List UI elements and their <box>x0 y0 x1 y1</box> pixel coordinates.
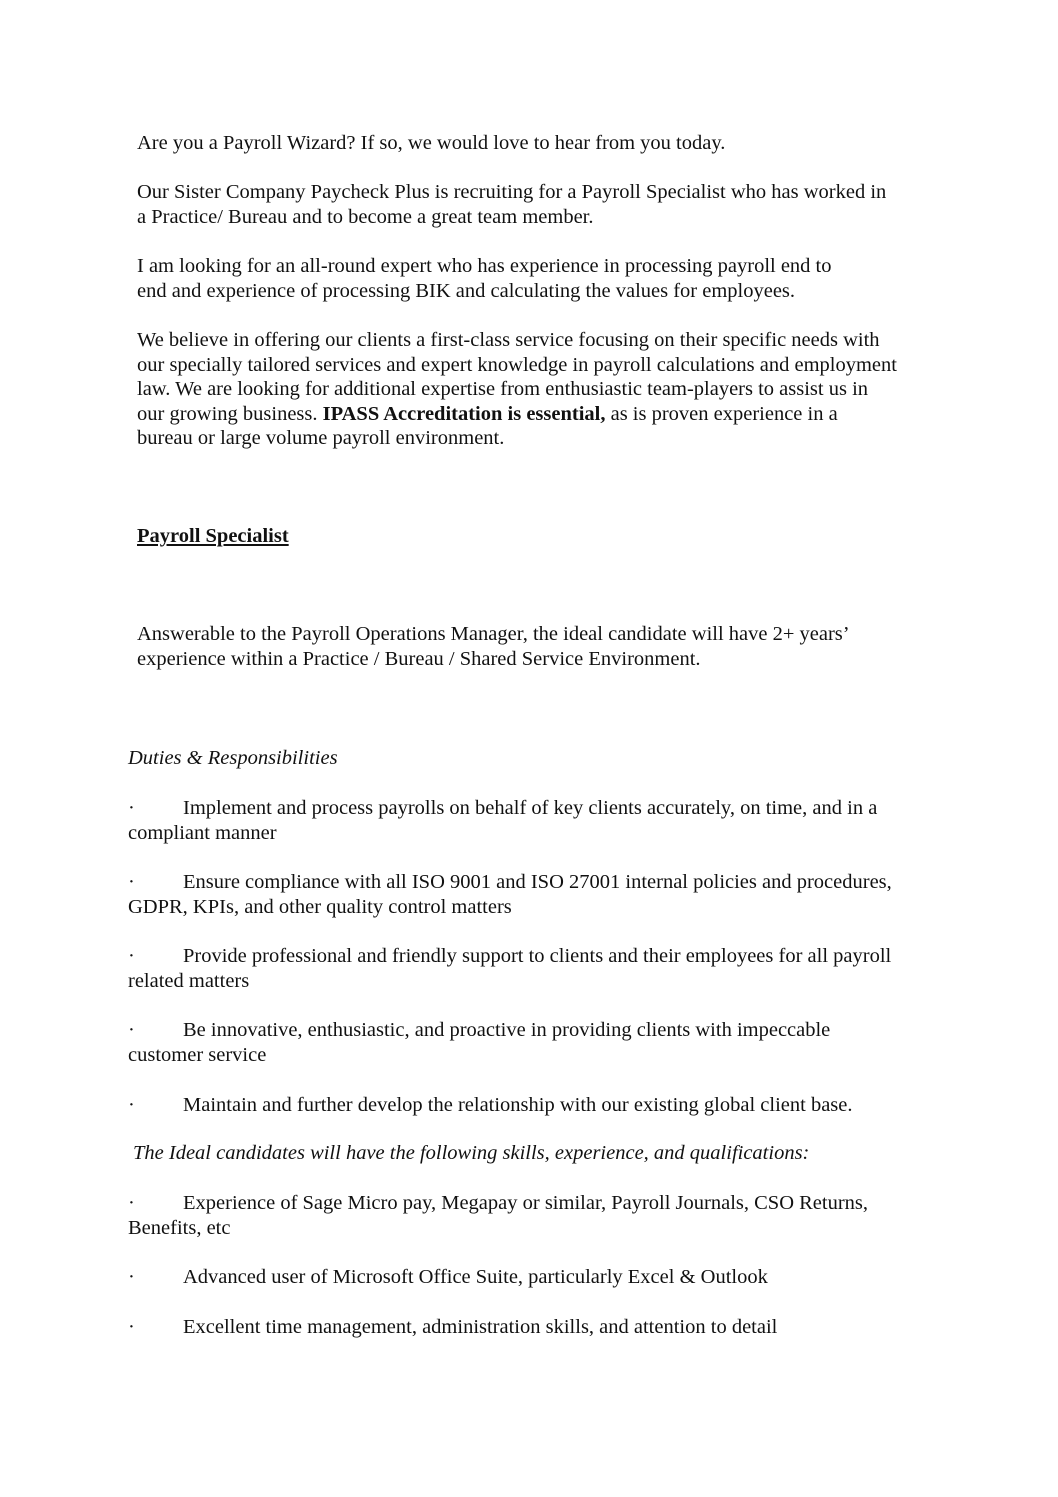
text-line: a Practice/ Bureau and to become a great team member. <box>137 205 594 228</box>
intro-paragraph-4 <box>137 328 897 451</box>
text-line: Answerable to the Payroll Operations Manager, the ideal candidate will have 2+ years’ <box>137 623 850 645</box>
text-line: I am looking for an all-round expert who has experience in processing payroll end to <box>137 255 832 277</box>
list-item-text: Provide professional and friendly support to clients and their employees for all payroll <box>183 945 892 967</box>
text-run: our growing business. <box>137 402 323 425</box>
list-item-text: Excellent time management, administration skills, and attention to detail <box>183 1316 778 1338</box>
list-item-text-cont: compliant manner <box>128 821 277 844</box>
bullet-icon: · <box>128 945 135 967</box>
text-line: end and experience of processing BIK and calculating the values for employees. <box>137 279 796 302</box>
accreditation-emphasis: IPASS Accreditation is essential, <box>322 402 606 425</box>
text-line: bureau or large volume payroll environment. <box>137 427 505 449</box>
role-title: Payroll Specialist <box>137 525 289 547</box>
text-run: as is proven experience in a <box>605 402 838 425</box>
text-line: law. We are looking for additional expertise from enthusiastic team-players to assist us in <box>137 378 869 400</box>
list-item-text-cont: related matters <box>128 969 250 992</box>
bullet-icon: · <box>128 797 135 819</box>
list-item-text: Maintain and further develop the relationship with our existing global client base. <box>183 1094 853 1116</box>
intro-paragraph-1 <box>137 131 725 156</box>
text-line: We believe in offering our clients a first-class service focusing on their specific needs with <box>137 329 880 351</box>
bullet-icon: · <box>128 1192 135 1214</box>
list-item-text: Implement and process payrolls on behalf of key clients accurately, on time, and in a <box>183 797 878 819</box>
list-item-text: Ensure compliance with all ISO 9001 and ISO 27001 internal policies and procedures, <box>183 871 892 893</box>
text-line: Are you a Payroll Wizard? If so, we would love to hear from you today. <box>137 132 726 154</box>
list-item-text: Experience of Sage Micro pay, Megapay or similar, Payroll Journals, CSO Returns, <box>183 1192 869 1214</box>
list-item-text: Advanced user of Microsoft Office Suite, particularly Excel & Outlook <box>183 1266 768 1288</box>
bullet-icon: · <box>128 1316 135 1338</box>
intro-paragraph-3 <box>137 254 832 303</box>
duties-heading: Duties & Responsibilities <box>128 747 338 769</box>
text-line: experience within a Practice / Bureau / Shared Service Environment. <box>137 647 701 670</box>
text-line <box>137 402 897 427</box>
text-line: our specially tailored services and expert knowledge in payroll calculations and employment <box>137 353 897 376</box>
text-line: Our Sister Company Paycheck Plus is recruiting for a Payroll Specialist who has worked in <box>137 181 887 203</box>
role-summary <box>137 622 850 671</box>
bullet-icon: · <box>128 1094 135 1116</box>
list-item-text-cont: customer service <box>128 1043 267 1066</box>
bullet-icon: · <box>128 1019 135 1041</box>
skills-heading: The Ideal candidates will have the following skills, experience, and qualifications: <box>133 1142 810 1164</box>
list-item-text: Be innovative, enthusiastic, and proactive in providing clients with impeccable <box>183 1019 831 1041</box>
list-item-text-cont: Benefits, etc <box>128 1216 231 1239</box>
intro-paragraph-2 <box>137 180 886 229</box>
bullet-icon: · <box>128 871 135 893</box>
bullet-icon: · <box>128 1266 135 1288</box>
list-item-text-cont: GDPR, KPIs, and other quality control matters <box>128 895 512 918</box>
